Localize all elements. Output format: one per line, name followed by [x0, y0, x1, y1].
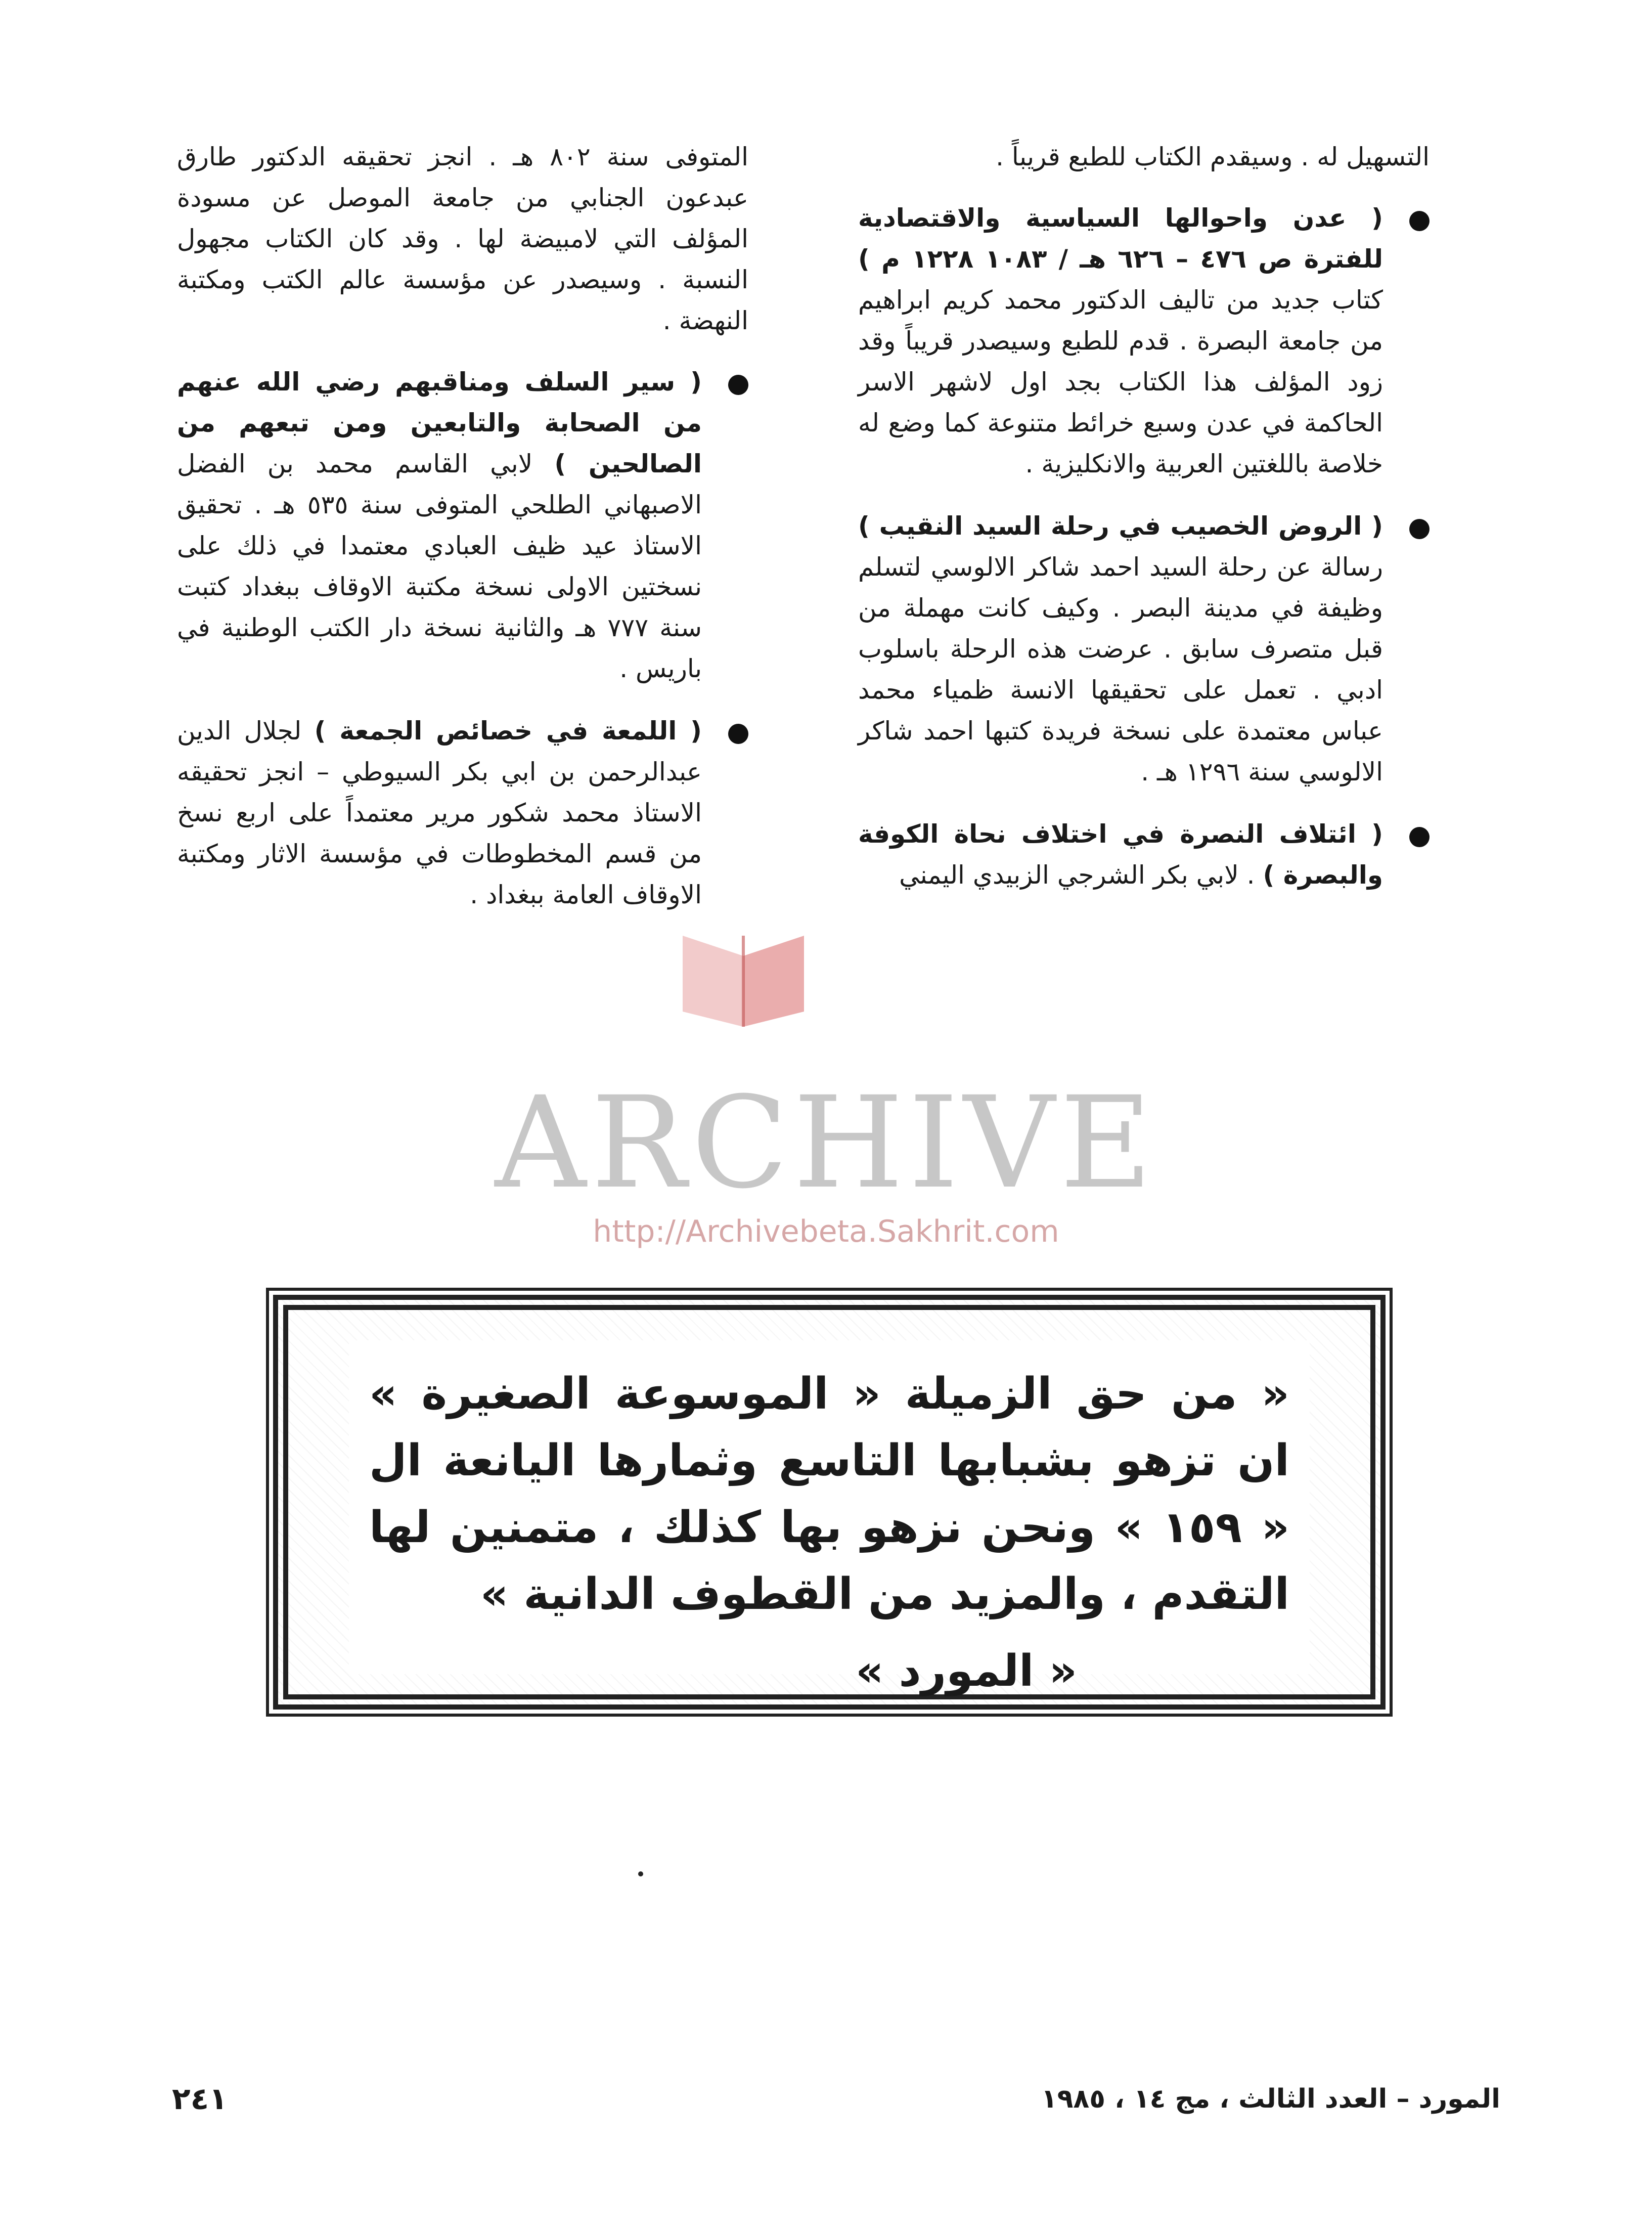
- left-column-intro: المتوفى سنة ٨٠٢ هـ . انجز تحقيقه الدكتور طارق عبدعون الجنابي من جامعة الموصل عن مسودة المؤلف التي لامبيضة لها . وقد كان الكتاب مجهول النسبة . وسيصدر عن مؤسسة عالم الكتب ومكتبة النهضة .: [177, 142, 748, 335]
- framed-quote-inner: [349, 1340, 1310, 1696]
- stray-dot: [638, 1871, 643, 1876]
- list-item: [177, 711, 748, 915]
- list-item: [858, 198, 1430, 485]
- bullet-icon: [1409, 211, 1430, 231]
- framed-quote-box: [273, 1295, 1386, 1710]
- right-column: [858, 137, 1430, 917]
- list-item: [177, 362, 748, 689]
- watermark-url: http://Archivebeta.Sakhrit.com: [593, 1214, 1059, 1249]
- entry-title: ( سير السلف ومناقبهم رضي الله عنهم من الصحابة والتابعين ومن تبعهم من الصالحين ): [177, 367, 702, 478]
- entry-body: . لابي بكر الشرجي الزبيدي اليمني: [899, 860, 1255, 890]
- entry-title: ( عدن واحوالها السياسية والاقتصادية للفترة ص ٤٧٦ – ٦٢٦ هـ / ١٠٨٣ ١٢٢٨ م ): [858, 203, 1383, 274]
- entry-title: ( ائتلاف النصرة في اختلاف نحاة الكوفة والبصرة ): [858, 819, 1383, 890]
- entry-body: لجلال الدين عبدالرحمن بن ابي بكر السيوطي – انجز تحقيقه الاستاذ محمد شكور مرير معتمداً على اربع نسخ من قسم المخطوطات في مؤسسة الاثار ومكتبة الاوقاف العامة ببغداد .: [177, 716, 702, 909]
- watermark-title: ARCHIVE: [495, 1069, 1157, 1216]
- page-number: ٢٤١: [172, 2081, 228, 2117]
- entry-body: رسالة عن رحلة السيد احمد شاكر الالوسي لتسلم وظيفة في مدينة البصر . وكيف كانت مهملة من قبل متصرف سابق . عرضت هذه الرحلة باسلوب ادبي . تعمل على تحقيقها الانسة ظمياء محمد عباس معتمدة على نسخة فريدة كتبها احمد شاكر الالوسي سنة ١٢٩٦ هـ .: [858, 552, 1383, 786]
- box-signature: « المورد »: [856, 1646, 1077, 1696]
- list-item: [858, 814, 1430, 896]
- footer-journal-info: المورد – العدد الثالث ، مج ١٤ ، ١٩٨٥: [1041, 2084, 1500, 2114]
- entry-body: كتاب جديد من تاليف الدكتور محمد كريم ابراهيم من جامعة البصرة . قدم للطبع وسيصدر قريباً وقد زود المؤلف هذا الكتاب بجد اول لاشهر الاسر الحاكمة في عدن وسبع خرائط متنوعة كما وضع له خلاصة باللغتين العربية والانكليزية .: [858, 285, 1383, 478]
- bullet-icon: [728, 375, 748, 395]
- entry-title: ( اللمعة في خصائص الجمعة ): [314, 716, 702, 746]
- entry-body: لابي القاسم محمد بن الفضل الاصبهاني الطلحي المتوفى سنة ٥٣٥ هـ . تحقيق الاستاذ عيد ظيف العبادي معتمدا في ذلك على نسختين الاولى نسخة مكتبة الاوقاف ببغداد كتبت سنة ٧٧٧ هـ والثانية نسخة دار الكتب الوطنية في باريس .: [177, 449, 702, 683]
- bullet-icon: [1409, 519, 1430, 539]
- box-quote: « من حق الزميلة « الموسوعة الصغيرة » ان تزهو بشبابها التاسع وثمارها اليانعة ال « ١٥٩ » ونحن نزهو بها كذلك ، متمنين لها التقدم ، والمزيد من القطوف الدانية »: [369, 1369, 1290, 1620]
- bullet-icon: [1409, 827, 1430, 847]
- left-column: [177, 137, 748, 937]
- right-column-intro: التسهيل له . وسيقدم الكتاب للطبع قريباً .: [996, 142, 1430, 171]
- list-item: [858, 506, 1430, 793]
- bullet-icon: [728, 724, 748, 744]
- archive-book-logo-icon: [673, 926, 814, 1032]
- entry-title: ( الروض الخصيب في رحلة السيد النقيب ): [858, 511, 1383, 541]
